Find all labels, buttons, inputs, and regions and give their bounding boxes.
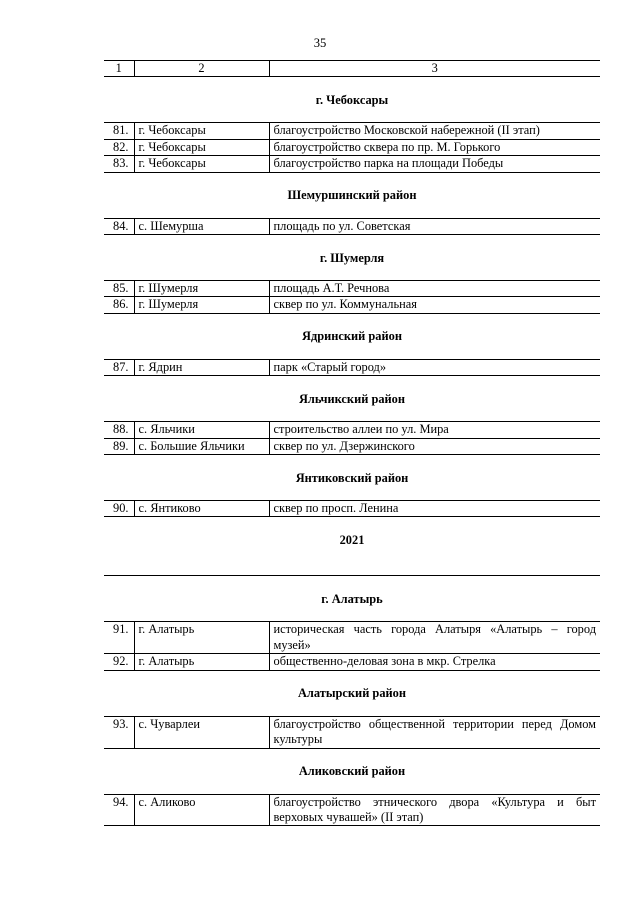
table-row bbox=[104, 156, 600, 172]
row-number: 93. bbox=[104, 716, 134, 748]
section-heading: Алатырский район bbox=[297, 686, 406, 701]
row-description: сквер по ул. Коммунальная bbox=[269, 297, 600, 313]
row-place: с. Чуварлеи bbox=[134, 716, 269, 748]
row-number: 92. bbox=[104, 654, 134, 670]
row-number: 85. bbox=[104, 281, 134, 297]
row-description: благоустройство сквера по пр. М. Горького bbox=[269, 139, 600, 155]
section-heading-row bbox=[104, 455, 600, 501]
section-heading-row bbox=[104, 77, 600, 123]
section-heading: г. Алатырь bbox=[321, 591, 383, 606]
section-heading-row bbox=[104, 376, 600, 422]
row-description: благоустройство парка на площади Победы bbox=[269, 156, 600, 172]
row-number: 83. bbox=[104, 156, 134, 172]
row-number: 94. bbox=[104, 794, 134, 826]
section-heading: Аликовский район bbox=[298, 764, 406, 778]
row-number: 88. bbox=[104, 422, 134, 438]
section-heading: 2021 bbox=[339, 532, 365, 547]
row-place: с. Аликово bbox=[134, 794, 269, 826]
table-row bbox=[104, 422, 600, 438]
row-description: парк «Старый город» bbox=[269, 359, 600, 375]
row-place: г. Ядрин bbox=[134, 359, 269, 375]
row-description: историческая часть города Алатыря «Алатырь – город музей» bbox=[269, 622, 600, 654]
row-description: сквер по ул. Дзержинского bbox=[269, 438, 600, 454]
table-row bbox=[104, 281, 600, 297]
row-place: г. Алатырь bbox=[134, 622, 269, 654]
row-place: с. Янтиково bbox=[134, 501, 269, 517]
section-heading-row bbox=[104, 313, 600, 359]
row-place: с. Большие Яльчики bbox=[134, 438, 269, 454]
row-description: сквер по просп. Ленина bbox=[269, 501, 600, 517]
table-row bbox=[104, 654, 600, 670]
row-place: г. Чебоксары bbox=[134, 139, 269, 155]
section-heading-row bbox=[104, 517, 600, 563]
row-number: 86. bbox=[104, 297, 134, 313]
section-heading-row bbox=[104, 576, 600, 622]
row-place: г. Чебоксары bbox=[134, 123, 269, 139]
row-number: 91. bbox=[104, 622, 134, 654]
section-heading-row bbox=[104, 748, 600, 794]
table-row bbox=[104, 123, 600, 139]
section-heading-row bbox=[104, 172, 600, 218]
row-description: общественно-деловая зона в мкр. Стрелка bbox=[269, 654, 600, 670]
header-cell-description: 3 bbox=[269, 61, 600, 77]
row-number: 89. bbox=[104, 438, 134, 454]
header-cell-place: 2 bbox=[134, 61, 269, 77]
row-description: благоустройство общественной территории перед Домом культуры bbox=[269, 716, 600, 748]
row-place: с. Шемурша bbox=[134, 218, 269, 234]
section-heading: г. Шумерля bbox=[319, 250, 385, 265]
empty-cell bbox=[104, 562, 600, 576]
section-heading: Яльчикский район bbox=[298, 391, 406, 406]
table-row bbox=[104, 501, 600, 517]
row-place: с. Яльчики bbox=[134, 422, 269, 438]
row-number: 87. bbox=[104, 359, 134, 375]
table-row bbox=[104, 297, 600, 313]
section-heading-row bbox=[104, 235, 600, 281]
section-heading: Янтиковский район bbox=[295, 470, 409, 485]
page-number: 35 bbox=[313, 36, 327, 50]
section-heading: Шемуршинский район bbox=[287, 188, 417, 203]
row-number: 82. bbox=[104, 139, 134, 155]
table-row bbox=[104, 622, 600, 654]
section-heading-row bbox=[104, 670, 600, 716]
row-description: площадь А.Т. Речнова bbox=[269, 281, 600, 297]
table-row bbox=[104, 794, 600, 826]
table-row bbox=[104, 139, 600, 155]
row-place: г. Шумерля bbox=[134, 281, 269, 297]
row-place: г. Шумерля bbox=[134, 297, 269, 313]
row-description: благоустройство Московской набережной (II этап) bbox=[269, 123, 600, 139]
row-description: площадь по ул. Советская bbox=[269, 218, 600, 234]
header-cell-number: 1 bbox=[104, 61, 134, 77]
table-row bbox=[104, 359, 600, 375]
row-number: 81. bbox=[104, 123, 134, 139]
table-row bbox=[104, 438, 600, 454]
table-row bbox=[104, 716, 600, 748]
territories-table bbox=[104, 60, 600, 826]
row-place: г. Чебоксары bbox=[134, 156, 269, 172]
table-header-row bbox=[104, 61, 600, 77]
row-number: 90. bbox=[104, 501, 134, 517]
section-heading: г. Чебоксары bbox=[315, 92, 389, 107]
empty-row bbox=[104, 562, 600, 576]
row-description: строительство аллеи по ул. Мира bbox=[269, 422, 600, 438]
row-description: благоустройство этнического двора «Культура и быт верховых чувашей» (II этап) bbox=[269, 794, 600, 826]
section-heading: Ядринский район bbox=[302, 329, 402, 344]
table-row bbox=[104, 218, 600, 234]
row-number: 84. bbox=[104, 218, 134, 234]
row-place: г. Алатырь bbox=[134, 654, 269, 670]
